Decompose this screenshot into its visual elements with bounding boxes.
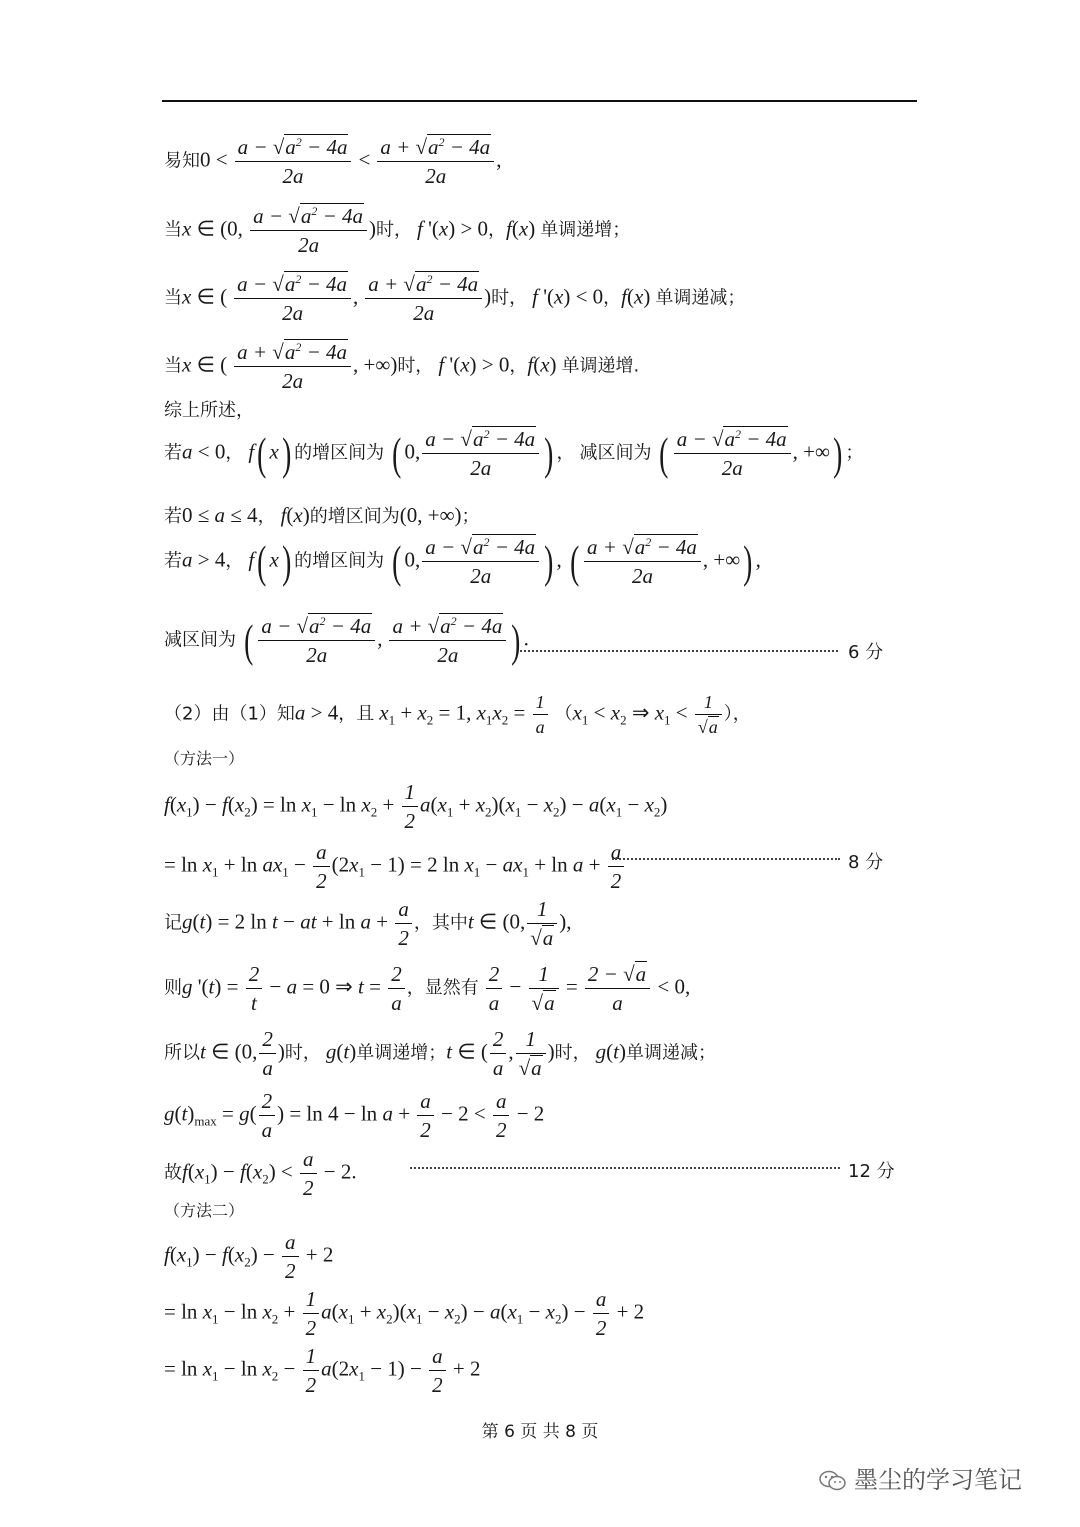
line-part2: （2）由（1）知a > 4，且 $x_1 + x_2 = 1$, $x_1x_2$ = $\frac{1}{a}$ （$x_1 < x_2$ ⇒ $x_1$ < $\frac{1}{√a}$ ）， [164,692,751,738]
line-a-middle: 若0 ≤ a ≤ 4， f(x)的增区间为(0, +∞)； [164,503,480,527]
header-rule [162,100,917,102]
line-case-3: 当x ∈ ( $\frac{a + √a^2 - 4a}{2a}$ , +∞)时， f '(x) > 0，f(x) 单调递增. [164,340,640,394]
method1-label: （方法一） [164,749,245,768]
page-number: 第 6 页 共 8 页 [481,1422,599,1442]
eq-monotonic: 所以t ∈ (0, $\frac{2}{a}$ )时， g(t)单调递增；t ∈ ( $\frac{2}{a}$ , $\frac{1}{√a}$ )时， g(t)单调递减； [164,1027,716,1081]
line-summary: 综上所述， [164,400,254,421]
line-dec-interval: 减区间为 ( $\frac{a - √a^2 - 4a}{2a}$ , $\frac{a + √a^2 - 4a}{2a}$ ) . [164,614,529,668]
wechat-icon [818,1469,848,1493]
leader-dots-8 [612,858,840,860]
leader-dots-6 [520,650,838,652]
score-6: 6 分 [848,642,884,663]
eq-g-define: 记g(t) = 2 ln t − at + ln a + $\frac{a}{2}$ ，其中t ∈ (0, $\frac{1}{√a}$ ), [164,897,572,951]
watermark [818,1460,1022,1495]
eq-g-derivative: 则g '(t) = $\frac{2}{t}$ − a = 0 ⇒ t = $\frac{2}{a}$ ，显然有 $\frac{2}{a}$ − $\frac{1}{√a}$ = $\frac{2 - √a}{a}$ < 0, [164,962,691,1016]
eq-m2-2: = $\ln x_1 - \ln x_2$ + $\frac{1}{2}$ $a(x_1 + x_2)(x_1 - x_2) - a(x_1 - x_2)$ − $\frac{a}{2}$ + 2 [164,1287,645,1341]
line-case-2: 当x ∈ ( $\frac{a - √a^2 - 4a}{2a}$ , $\frac{a + √a^2 - 4a}{2a}$ )时， f '(x) < 0，f(x) 单调递减； [164,272,746,326]
score-12: 12 分 [848,1161,895,1182]
line-easy-know: 易知0 < $\frac{a - √a^2 - 4a}{2a}$ < $\frac{a + √a^2 - 4a}{2a}$ , [164,135,502,189]
method2-label: （方法二） [164,1201,245,1220]
score-8: 8 分 [848,852,884,873]
line-case-1: 当x ∈ (0, $\frac{a - √a^2 - 4a}{2a}$ )时， f '(x) > 0，f(x) 单调递增； [164,204,631,258]
eq-m1-2: = $\ln x_1 + \ln ax_1$ − $\frac{a}{2}$ $(2x_1 - 1) = 2$ $\ln x_1 - ax_1 + \ln a$ + $\frac{a}{2}$ [164,838,626,896]
watermark-text: 墨尘的学习笔记 [854,1466,1022,1494]
eq-conclusion: 故$f(x_1) - f(x_2)$ < $\frac{a}{2}$ − 2. [164,1147,357,1201]
line-a-negative: 若a < 0， f( x) 的增区间为 ( 0, $\frac{a - √a^2 - 4a}{2a}$ ) ， 减区间为 ( $\frac{a - √a^2 - 4a}{2a}$ , +∞) ； [164,427,864,481]
leader-dots-12 [410,1167,840,1169]
eq-m1-1: $f(x_1) - f(x_2) = \ln x_1 - \ln x_2$ + $\frac{1}{2}$ $a(x_1 + x_2)(x_1 - x_2) - a(x_1 - x_2)$ [164,780,668,834]
eq-m2-1: $f(x_1) - f(x_2)$ − $\frac{a}{2}$ + 2 [164,1230,334,1284]
eq-g-max: $g(t)_{max} = g$( $\frac{2}{a}$ ) = ln 4 − ln a + $\frac{a}{2}$ − 2 < $\frac{a}{2}$ − 2 [164,1089,545,1143]
eq-m2-3: = $\ln x_1 - \ln x_2$ − $\frac{1}{2}$ $a(2x_1 - 1)$ − $\frac{a}{2}$ + 2 [164,1344,481,1398]
line-a-large: 若a > 4， f( x) 的增区间为 ( 0, $\frac{a - √a^2 - 4a}{2a}$ ) , ( $\frac{a + √a^2 - 4a}{2a}$ , +∞) , [164,535,761,589]
